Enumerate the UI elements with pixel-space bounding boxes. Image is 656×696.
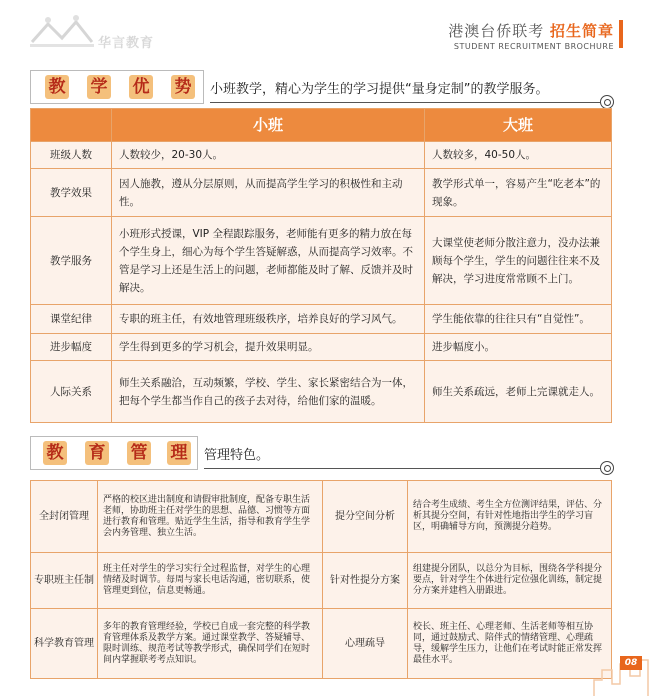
section-title-char: 学 [87, 75, 111, 99]
feature-label: 针对性提分方案 [323, 553, 408, 609]
row-label: 进步幅度 [31, 334, 112, 361]
row-label: 教学效果 [31, 169, 112, 217]
section-title-char: 教 [45, 75, 69, 99]
page-number: 08 [620, 656, 642, 670]
row-label: 教学服务 [31, 217, 112, 305]
small-class-cell: 学生得到更多的学习机会，提升效果明显。 [112, 334, 425, 361]
feature-text: 校长、班主任、心理老师、生活老师等相互协同，通过鼓励式、陪伴式的情绪管理、心理疏导，缓解学生压力，让他们在考试时能正常发挥最佳水平。 [408, 609, 612, 679]
logo-icon [28, 14, 98, 48]
row-label: 班级人数 [31, 142, 112, 169]
large-class-cell: 师生关系疏远，老师上完课就走人。 [425, 361, 612, 423]
large-class-cell: 大课堂使老师分散注意力，没办法兼顾每个学生，学生的问题往往来不及解决，学习进度常常顾不上门。 [425, 217, 612, 305]
row-label: 课堂纪律 [31, 305, 112, 334]
logo-text: 华言教育 [98, 36, 155, 51]
small-class-cell: 专职的班主任，有效地管理班级秩序，培养良好的学习风气。 [112, 305, 425, 334]
table-header-cell: 大班 [425, 109, 612, 142]
table-row [31, 142, 612, 169]
brand-accent-bar [619, 20, 623, 48]
section-title-char: 理 [167, 441, 191, 465]
feature-label: 专职班主任制 [31, 553, 98, 609]
feature-label: 科学教育管理 [31, 609, 98, 679]
section-underline [210, 102, 600, 103]
feature-text: 组建提分团队，以总分为目标，围绕各学科提分要点，针对学生个体进行定位强化训练，制定提分方案并建档入册跟进。 [408, 553, 612, 609]
table-header-cell: 小班 [112, 109, 425, 142]
table-row [31, 305, 612, 334]
brochure-subtitle: STUDENT RECRUITMENT BROCHURE [453, 42, 614, 51]
section-underline [204, 468, 600, 469]
small-class-cell: 人数较少，20-30人。 [112, 142, 425, 169]
school-logo [28, 14, 178, 50]
brand-main: 港澳台侨联考 [448, 22, 545, 40]
brochure-title [448, 20, 614, 41]
comparison-table [30, 108, 612, 423]
feature-text: 结合考生成绩、考生全方位测评结果，评估、分析其提分空间，有针对性地指出学生的学习盲区，明确辅导方向，预测提分趋势。 [408, 481, 612, 553]
section-description: 小班教学，精心为学生的学习提供“量身定制”的教学服务。 [210, 82, 549, 97]
table-row [31, 217, 612, 305]
table-row [31, 553, 612, 609]
table-row [31, 609, 612, 679]
section-title-char: 教 [43, 441, 67, 465]
section-header-management [30, 436, 612, 474]
feature-text: 班主任对学生的学习实行全过程监督，对学生的心理情绪及时调节。每周与家长电话沟通，密切联系，使管理更到位，信息更畅通。 [98, 553, 323, 609]
section-title-tag [30, 70, 204, 104]
table-row [31, 169, 612, 217]
large-class-cell: 教学形式单一，容易产生“吃老本”的现象。 [425, 169, 612, 217]
feature-label: 提分空间分析 [323, 481, 408, 553]
section-title-char: 管 [127, 441, 151, 465]
feature-text: 严格的校区进出制度和请假审批制度，配备专职生活老师，协助班主任对学生的思想、品德、习惯等方面进行教育和管理。贴近学生生活，指导和教育学生学会内务管理、独立生活。 [98, 481, 323, 553]
management-table [30, 480, 612, 679]
feature-label: 心理疏导 [323, 609, 408, 679]
large-class-cell: 进步幅度小。 [425, 334, 612, 361]
row-label: 人际关系 [31, 361, 112, 423]
section-ring-icon [600, 95, 614, 109]
feature-text: 多年的教育管理经验，学校已自成一套完整的科学教育管理体系及教学方案。通过课堂教学、答疑辅导、限时训练、规范考试等教学形式，确保同学们在短时间内掌握联考考点知识。 [98, 609, 323, 679]
section-title-tag [30, 436, 198, 470]
table-header-cell [31, 109, 112, 142]
section-title-char: 势 [171, 75, 195, 99]
small-class-cell: 小班形式授课，VIP 全程跟踪服务，老师能有更多的精力放在每个学生身上，细心为每个学生答疑解惑，从而提高学习效率。不管是学习上还是生活上的问题，老师都能及时了解、反馈并及时解决。 [112, 217, 425, 305]
small-class-cell: 因人施教，遵从分层原则，从而提高学生学习的积极性和主动性。 [112, 169, 425, 217]
table-row [31, 334, 612, 361]
section-title-char: 育 [85, 441, 109, 465]
small-class-cell: 师生关系融洽，互动频繁，学校、学生、家长紧密结合为一体，把每个学生都当作自己的孩子去对待，给他们家的温暖。 [112, 361, 425, 423]
table-row [31, 361, 612, 423]
section-description: 管理特色。 [204, 448, 270, 463]
large-class-cell: 学生能依靠的往往只有“自觉性”。 [425, 305, 612, 334]
feature-label: 全封闭管理 [31, 481, 98, 553]
table-header-row [31, 109, 612, 142]
section-title-char: 优 [129, 75, 153, 99]
brand-accent: 招生简章 [549, 22, 614, 40]
section-ring-icon [600, 461, 614, 475]
section-header-advantages [30, 70, 612, 108]
large-class-cell: 人数较多，40-50人。 [425, 142, 612, 169]
table-row [31, 481, 612, 553]
